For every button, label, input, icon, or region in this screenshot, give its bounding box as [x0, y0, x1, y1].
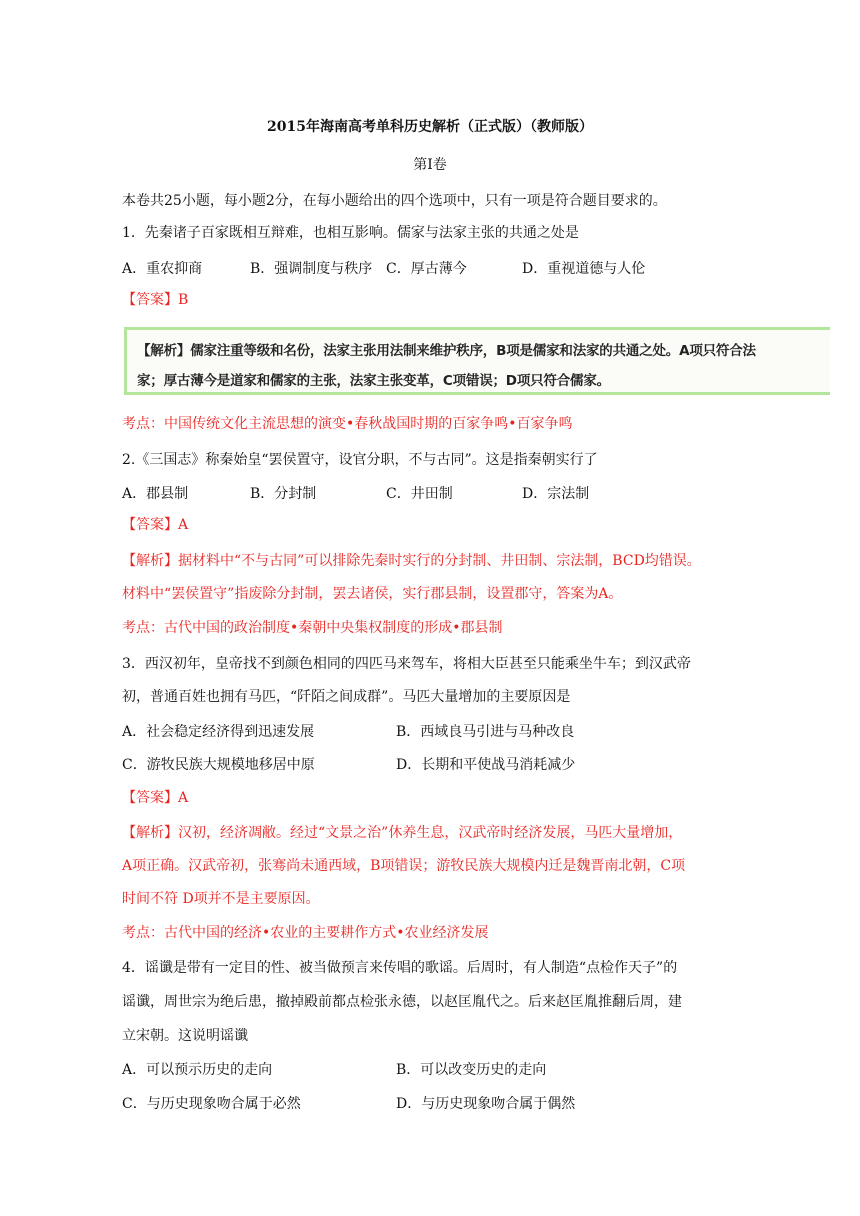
- question-2-option-d: D．宗法制: [522, 486, 590, 502]
- question-3-option-c: C．游牧民族大规模地移居中原: [122, 757, 315, 773]
- question-4-stem-line-1: 4．谣谶是带有一定目的性、被当做预言来传唱的歌谣。后周时，有人制造“点检作天子”的: [122, 960, 678, 976]
- question-1-option-b: B．强调制度与秩序: [250, 261, 373, 277]
- question-1-option-c: C．厚古薄今: [386, 261, 467, 277]
- question-1-option-d: D．重视道德与人伦: [522, 261, 646, 277]
- question-2-option-b: B．分封制: [250, 486, 317, 502]
- question-1-analysis-line-2: 家；厚古薄今是道家和儒家的主张，法家主张变革，C项错误；D项只符合儒家。: [137, 373, 610, 389]
- question-1-stem: 1．先秦诸子百家既相互辩难，也相互影响。儒家与法家主张的共通之处是: [122, 225, 579, 241]
- question-2-point: 考点：古代中国的政治制度•秦朝中央集权制度的形成•郡县制: [122, 620, 503, 636]
- question-3-option-a: A．社会稳定经济得到迅速发展: [122, 724, 315, 740]
- question-3-stem-line-2: 初，普通百姓也拥有马匹，“阡陌之间成群”。马匹大量增加的主要原因是: [122, 689, 571, 705]
- section-intro: 本卷共25小题，每小题2分，在每小题给出的四个选项中，只有一项是符合题目要求的。: [122, 193, 667, 209]
- question-1-answer: 【答案】B: [122, 292, 189, 308]
- question-3-option-d: D．长期和平使战马消耗减少: [396, 757, 576, 773]
- question-3-analysis-line-3: 时间不符 D项并不是主要原因。: [122, 891, 320, 907]
- question-2-answer: 【答案】A: [122, 517, 189, 533]
- question-2-analysis-line-2: 材料中“罢侯置守”指废除分封制，罢去诸侯，实行郡县制，设置郡守，答案为A。: [122, 586, 623, 602]
- question-3-analysis-line-1: 【解析】汉初，经济凋敝。经过“文景之治”休养生息，汉武帝时经济发展，马匹大量增加，: [122, 825, 683, 841]
- question-1-analysis-box: [124, 327, 830, 395]
- question-4-option-a: A．可以预示历史的走向: [122, 1062, 273, 1078]
- question-1-option-a: A．重农抑商: [122, 261, 203, 277]
- question-1-analysis-line-1: 【解析】儒家注重等级和名份，法家主张用法制来维护秩序，B项是儒家和法家的共通之处。A项只符合法: [137, 343, 756, 359]
- question-1-point: 考点：中国传统文化主流思想的演变•春秋战国时期的百家争鸣•百家争鸣: [122, 416, 573, 432]
- question-2-option-a: A．郡县制: [122, 486, 189, 502]
- question-4-stem-line-3: 立宋朝。这说明谣谶: [122, 1028, 248, 1044]
- question-2-stem: 2.《三国志》称秦始皇“罢侯置守，设官分职，不与古同”。这是指秦朝实行了: [122, 452, 598, 468]
- question-2-analysis-line-1: 【解析】据材料中“不与古同”可以排除先秦时实行的分封制、井田制、宗法制，BCD均错误。: [122, 553, 701, 569]
- question-2-option-c: C．井田制: [386, 486, 453, 502]
- question-3-analysis-line-2: A项正确。汉武帝初，张骞尚未通西域，B项错误；游牧民族大规模内迁是魏晋南北朝，C项: [122, 858, 686, 874]
- question-4-option-b: B．可以改变历史的走向: [396, 1062, 547, 1078]
- question-3-stem-line-1: 3．西汉初年，皇帝找不到颜色相同的四匹马来驾车，将相大臣甚至只能乘坐牛车；到汉武帝: [122, 656, 691, 672]
- question-4-option-c: C．与历史现象吻合属于必然: [122, 1096, 301, 1112]
- question-4-stem-line-2: 谣谶，周世宗为绝后患，撤掉殿前都点检张永德，以赵匡胤代之。后来赵匡胤推翻后周，建: [122, 994, 682, 1010]
- document-title: 2015年海南高考单科历史解析（正式版）（教师版）: [267, 119, 593, 135]
- question-4-option-d: D．与历史现象吻合属于偶然: [396, 1096, 576, 1112]
- volume-heading: 第Ⅰ卷: [413, 157, 447, 173]
- question-3-point: 考点：古代中国的经济•农业的主要耕作方式•农业经济发展: [122, 925, 489, 941]
- question-3-answer: 【答案】A: [122, 790, 189, 806]
- question-3-option-b: B．西域良马引进与马种改良: [396, 724, 575, 740]
